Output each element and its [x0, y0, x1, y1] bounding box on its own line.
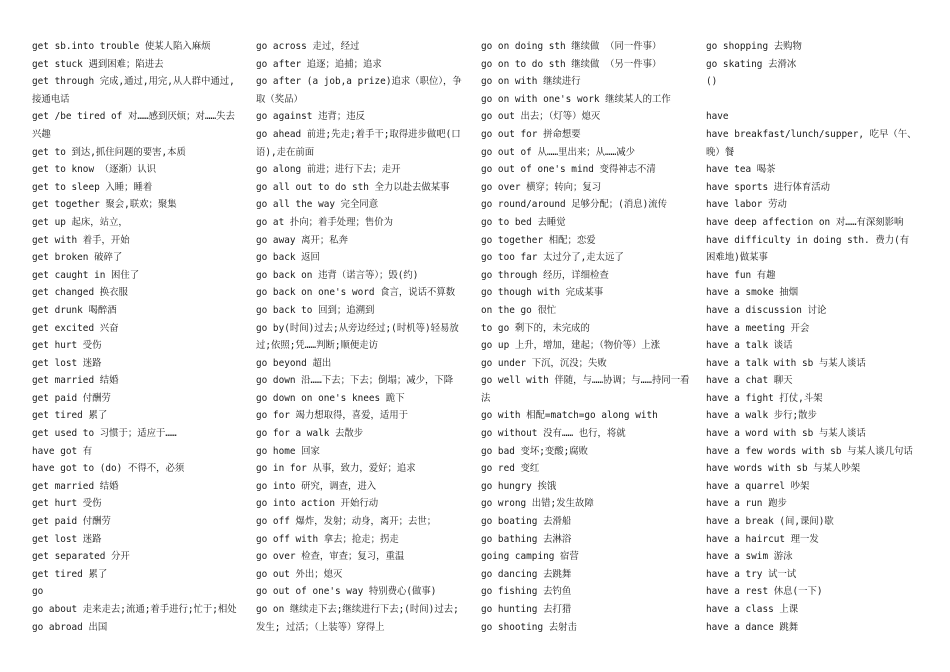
phrase-entry: go shooting 去射击: [481, 621, 577, 633]
phrase-entry: have a word with sb 与某人谈话: [706, 428, 866, 440]
phrase-entry: get together 聚会,联欢；聚集: [32, 199, 177, 211]
phrase-entry: go all the way 完全同意: [256, 199, 379, 211]
phrase-entry: have a talk with sb 与某人谈话: [706, 357, 866, 369]
phrase-entry: go into 研究，调查，进入: [256, 480, 377, 492]
phrase-entry: go home 回家: [256, 445, 320, 457]
phrase-entry: have a talk 谈话: [706, 340, 793, 352]
phrase-entry: go back to 回到；追溯到: [256, 304, 375, 316]
phrase-entry: go abroad 出国: [32, 621, 108, 633]
phrase-entry: go off 爆炸，发射；动身，离开；去世；: [256, 516, 437, 528]
phrase-entry: have a smoke 抽烟: [706, 287, 799, 299]
phrase-entry: get separated 分开: [32, 551, 130, 563]
phrase-entry: have difficulty in doing sth. 费力(有困难地)做某事: [706, 234, 910, 264]
phrase-entry: go about 走来走去;流通;着手进行;忙于;相处: [32, 604, 237, 615]
phrase-entry: go after 追逐；追捕；追求: [256, 58, 382, 70]
phrase-entry: have a meeting 开会: [706, 322, 810, 334]
phrase-entry: get broken 破碎了: [32, 252, 123, 264]
phrase-entry: have a try 试一试: [706, 568, 797, 580]
phrase-entry: go with 相配=match=go along with: [481, 410, 658, 422]
phrase-entry: go out of one's mind 变得神志不清: [481, 164, 656, 176]
phrase-entry: get up 起床，站立，: [32, 216, 128, 228]
phrase-entry: get tired 累了: [32, 410, 108, 422]
phrase-entry: have words with sb 与某人吵架: [706, 463, 861, 475]
phrase-entry: get married 结婚: [32, 480, 119, 492]
phrase-entry: get caught in 困住了: [32, 269, 140, 281]
phrase-entry: get through 完成,通过,用完,从人群中通过,接通电话: [32, 76, 235, 105]
phrase-entry: go out for 拼命想要: [481, 128, 581, 140]
phrase-entry: get tired 累了: [32, 568, 108, 580]
phrase-entry: have a fight 打仗,斗架: [706, 392, 823, 404]
phrase-entry: get lost 迷路: [32, 533, 102, 545]
phrase-entry: go along 前进；进行下去；走开: [256, 164, 401, 176]
phrase-entry: go hunting 去打猎: [481, 604, 572, 615]
phrase-entry: go together 相配；恋爱: [481, 234, 596, 246]
phrase-entry: have sports 进行体育活动: [706, 181, 830, 193]
phrase-entry: have a chat 聊天: [706, 375, 793, 387]
phrase-entry: go under 下沉，沉没；失败: [481, 357, 607, 369]
phrase-entry: go in for 从事，致力，爱好；追求: [256, 463, 416, 475]
phrase-entry: have a haircut 理一发: [706, 533, 819, 545]
phrase-entry: have a break (间,课间)歇: [706, 516, 834, 528]
phrase-entry: have deep affection on 对……有深刻影响: [706, 216, 904, 228]
phrase-entry: go down on one's knees 跪下: [256, 392, 405, 404]
phrase-entry: go down 沿……下去；下去；倒塌；减少，下降: [256, 375, 454, 387]
phrase-entry: go through 经历，详细检查: [481, 269, 609, 281]
phrase-entry: go beyond 超出: [256, 357, 332, 369]
phrase-entry: get with 着手，开始: [32, 234, 130, 246]
phrase-entry: go round/around 足够分配；(消息)流传: [481, 199, 667, 211]
phrase-entry: get to sleep 入睡；睡着: [32, 181, 153, 193]
phrase-entry: go up 上升，增加，建起；（物价等）上涨: [481, 340, 661, 352]
phrase-entry: go over 横穿；转向；复习: [481, 181, 602, 193]
phrase-entry: go all out to do sth 全力以赴去做某事: [256, 181, 450, 193]
column-3: [481, 38, 693, 636]
phrase-entry: have a class 上课: [706, 604, 799, 615]
phrase-entry: get lost 迷路: [32, 357, 102, 369]
phrase-entry: have labor 劳动: [706, 199, 787, 211]
phrase-entry: have a discussion 讨论: [706, 304, 827, 316]
phrase-entry: go for a walk 去散步: [256, 428, 364, 440]
phrase-entry: going camping 宿营: [481, 551, 579, 563]
phrase-entry: have got to (do) 不得不，必须: [32, 463, 185, 475]
phrase-entry: go red 变红: [481, 463, 540, 475]
phrase-entry: go across 走过，经过: [256, 41, 360, 52]
phrase-entry: go on with 继续进行: [481, 76, 581, 88]
phrase-entry: go without 没有…… 也行，将就: [481, 428, 626, 440]
phrase-entry: go off with 拿去；抢走；拐走: [256, 533, 399, 545]
phrase-entry: go: [32, 586, 44, 598]
phrase-entry: go away 离开；私奔: [256, 234, 349, 246]
column-1: [32, 38, 244, 636]
phrase-entry: get changed 换衣服: [32, 287, 128, 299]
phrase-entry: have a dance 跳舞: [706, 621, 799, 633]
phrase-entry: have: [706, 111, 729, 123]
phrase-entry: go against 违背；违反: [256, 111, 365, 123]
phrase-entry: get hurt 受伤: [32, 340, 102, 352]
phrase-entry: go back on 违背（诺言等）；毁(约): [256, 269, 419, 281]
phrase-entry: go though with 完成某事: [481, 287, 604, 299]
phrase-entry: go into action 开始行动: [256, 498, 379, 510]
phrase-entry: go hungry 挨饿: [481, 480, 557, 492]
phrase-entry: go skating 去滑冰: [706, 58, 797, 70]
phrase-entry: get to know （逐渐）认识: [32, 164, 156, 176]
phrase-entry: go back on one's word 食言，说话不算数: [256, 287, 456, 299]
phrase-entry: go back 返回: [256, 252, 320, 264]
phrase-entry: go for 竭力想取得，喜爱，适用于: [256, 410, 409, 422]
phrase-entry: have a few words with sb 与某人谈几句话: [706, 445, 913, 457]
phrase-entry: get used to 习惯于；适应于……: [32, 428, 177, 440]
phrase-entry: get hurt 受伤: [32, 498, 102, 510]
phrase-entry: have got 有: [32, 445, 93, 457]
phrase-entry: go on with one's work 继续某人的工作: [481, 93, 671, 105]
phrase-entry: get sb.into trouble 使某人陷入麻烦: [32, 41, 211, 52]
phrase-entry: to go 剩下的，未完成的: [481, 322, 590, 334]
phrase-entry: go well with 伴随，与……协调；与……持同一看法: [481, 375, 690, 404]
phrase-entry: go after (a job,a prize)追求（职位），争取（奖品）: [256, 76, 462, 105]
phrase-entry: get /be tired of 对……感到厌烦；对……失去兴趣: [32, 111, 235, 140]
phrase-entry: get stuck 遇到困难；陷进去: [32, 58, 164, 70]
phrase-entry: go by(时间)过去;从旁边经过;(时机等)轻易放过;依照;凭……判断;顺便走访: [256, 322, 459, 352]
phrase-entry: get married 结婚: [32, 375, 119, 387]
phrase-entry: have breakfast/lunch/supper, 吃早（午、晚）餐: [706, 128, 917, 158]
phrase-entry: have a walk 步行;散步: [706, 410, 817, 422]
phrase-entry: get drunk 喝醉酒: [32, 304, 117, 316]
phrase-entry: on the go 很忙: [481, 304, 557, 316]
phrase-entry: go over 检查，审查；复习，重温: [256, 551, 405, 563]
phrase-entry: get paid 付酬劳: [32, 516, 111, 528]
phrase-entry: go out 外出；熄灭: [256, 568, 343, 580]
phrase-entry: get to 到达,抓住问题的要害,本质: [32, 146, 186, 158]
phrase-entry: go out 出去；（灯等）熄灭: [481, 111, 601, 123]
phrase-entry: [706, 91, 918, 109]
column-4: [706, 38, 918, 636]
phrase-entry: go shopping 去购物: [706, 41, 802, 52]
phrase-entry: go wrong 出错;发生故障: [481, 498, 594, 510]
phrase-entry: go too far 太过分了,走太远了: [481, 252, 624, 264]
phrase-entry: go out of 从……里出来；从……减少: [481, 146, 636, 158]
phrase-entry: have a swim 游泳: [706, 551, 793, 563]
phrase-entry: go at 扑向；着手处理；售价为: [256, 216, 393, 228]
phrase-entry: have tea 喝茶: [706, 164, 776, 176]
phrase-entry: go boating 去滑船: [481, 516, 572, 528]
phrase-entry: go ahead 前进;先走;着手干;取得进步做吧(口语),走在前面: [256, 128, 461, 158]
phrase-entry: go to bed 去睡觉: [481, 216, 566, 228]
phrase-entry: go fishing 去钓鱼: [481, 586, 572, 598]
phrase-entry: go dancing 去跳舞: [481, 568, 572, 580]
phrase-entry: go bad 变坏;变酸;腐败: [481, 445, 589, 457]
phrase-entry: have a rest 休息(一下): [706, 586, 823, 598]
phrase-entry: go out of one's way 特别费心(做事): [256, 586, 437, 598]
phrase-entry: have fun 有趣: [706, 269, 776, 281]
phrase-entry: get excited 兴奋: [32, 322, 119, 334]
phrase-entry: get paid 付酬劳: [32, 392, 111, 404]
phrase-entry: go bathing 去淋浴: [481, 533, 572, 545]
phrase-entry: (): [706, 76, 718, 88]
phrase-entry: go on 继续走下去;继续进行下去;(时间)过去;发生; 过活；（上装等）穿得上: [256, 604, 459, 633]
phrase-entry: have a run 跑步: [706, 498, 787, 510]
phrase-entry: go on to do sth 继续做 （另一件事）: [481, 58, 662, 70]
phrase-entry: have a quarrel 吵架: [706, 480, 810, 492]
phrase-entry: go on doing sth 继续做 （同一件事）: [481, 41, 662, 52]
column-2: [256, 38, 468, 636]
